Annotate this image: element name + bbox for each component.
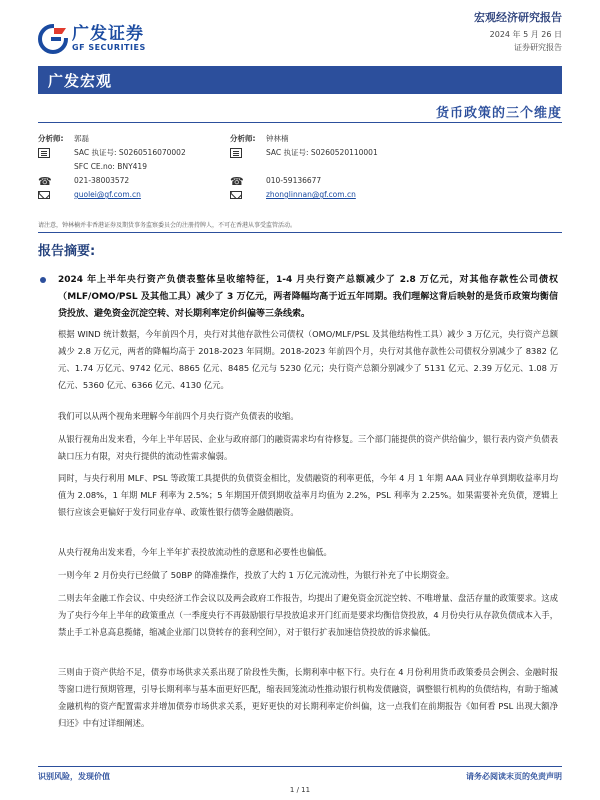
analyst-role: 分析师: [230,134,256,143]
report-title: 货币政策的三个维度 [435,106,562,121]
id-card-icon [38,148,50,158]
footer-disclaimer: 请务必阅读末页的免责声明 [466,772,562,781]
analyst-email-link[interactable]: guolei@gf.com.cn [74,190,141,199]
analyst-note: 请注意，钟林楠并非香港证券及期货事务监察委员会的注册持牌人，不可在香港从事受监管活动。 [38,222,297,229]
footer-divider [38,766,562,767]
body-paragraph-4: 同时，与央行利用 MLF、PSL 等政策工具提供的负债资金相比，发债融资的利率更低，今年 4 月 1 年期 AAA 同业存单到期收益率月均值为 2.08%，1 年期 MLF 利率为 2.5%；5 年期国开债到期收益率月均值为 2.2%，PSL 利率为 2.25%。如果需要补充负债，逻辑上银行应该会更偏好于发行同业存单、政策性银行债等金融债融资。 [58,473,558,517]
report-category: 证券研究报告 [514,43,562,52]
title-divider [38,122,562,123]
body-paragraph-6: 一则今年 2 月份央行已经做了 50BP 的降准操作，投放了大约 1 万亿元流动性，为银行补充了中长期资金。 [58,570,455,580]
analyst-name: 钟林楠 [266,134,289,143]
mail-icon [230,191,242,199]
page-number: 1 / 11 [289,786,311,794]
body-paragraph-3: 从银行视角出发来看，今年上半年居民、企业与政府部门的融资需求均有待修复。三个部门能提供的资产供给偏少，银行表内资产负债表缺口压力有限，对央行提供的流动性需求偏弱。 [58,434,558,461]
header-meta [474,10,562,54]
title-banner [38,66,562,94]
phone-icon: ☎ [38,174,52,188]
analyst-phone: 021-38003572 [74,176,130,185]
body-paragraph-8: 三则由于资产供给不足，债券市场供求关系出现了阶段性失衡，长期利率中枢下行。央行在 4 月份利用货币政策委员会例会、金融时报等窗口进行预期管理，引导长期利率与基本面更好匹配，缩表回笼流动性推动银行机构发债融资，调整银行机构的负债结构，有助于缩减金融机构的资产配置需求并增加债券市场供求关系，更好更快的对长期利率定价纠偏，这一点我们在前期报告《如何看 PSL 出现大额净归还》中有过详细阐述。 [58,667,558,728]
gf-logo-icon [38,24,68,54]
mail-icon [38,191,50,199]
company-logo [38,24,146,54]
analyst-phone: 010-59136677 [266,176,322,185]
analyst-role: 分析师: [38,134,64,143]
report-type: 宏观经济研究报告 [474,11,562,24]
banner-title: 广发宏观 [48,72,113,90]
analyst-divider [38,232,562,233]
analyst-name: 郭磊 [74,134,89,143]
footer-slogan: 识别风险，发现价值 [38,772,110,781]
logo-chinese-name: 广发证券 [72,24,144,44]
analyst-block-1 [38,132,186,202]
body-paragraph-7: 二则去年金融工作会议、中央经济工作会议以及两会政府工作报告，均提出了避免资金沉淀空转、不唯增量、盘活存量的政策要求。这成为了央行今年上半年的政策重点（一季度央行不再鼓励银行早投放追求开门红而是要求均衡信贷投放，4 月份央行从存款负债成本入手，禁止手工补息高息揽储，缩减企业部门以贷转存的套利空间），对于银行扩表加速信贷投放的诉求偏低。 [58,593,558,637]
report-date: 2024 年 5 月 26 日 [489,30,562,39]
summary-paragraph: 2024 年上半年央行资产负债表整体呈收缩特征，1-4 月央行资产总额减少了 2.8 万亿元，对其他存款性公司债权（MLF/OMO/PSL 及其他工具）减少了 3 万亿元，两者降幅均高于近五年同期。我们理解这背后映射的是货币政策均衡信贷投放、避免资金沉淀空转、对长期利率定价纠偏等三条线索。 [58,275,558,319]
logo-english-name: GF SECURITIES [72,43,146,52]
analyst-sac: SAC 执证号: S0260520110001 [266,148,378,157]
analyst-email-link[interactable]: zhonglinnan@gf.com.cn [266,190,356,199]
id-card-icon [230,148,242,158]
section-title: 报告摘要: [38,244,96,259]
body-paragraph-1: 根据 WIND 统计数据，今年前四个月，央行对其他存款性公司债权（OMO/MLF/PSL 及其他结构性工具）减少 3 万亿元，央行资产总额减少 2.8 万亿元，两者的降幅均高于 2018-2023 年同期。2018-2023 年前四个月，央行对其他存款性公司债权分别减少了 8382 亿元、1.74 万亿元、9742 亿元、8865 亿元、8485 亿元与 5230 亿元；央行资产总额分别减少了 5131 亿元、2.39 万亿元、1.08 万亿元、5360 亿元、6366 亿元、4130 亿元。 [58,329,558,390]
bullet-icon [40,277,46,283]
analyst-sac: SAC 执证号: S0260516070002 [74,148,186,157]
body-paragraph-5: 从央行视角出发来看，今年上半年扩表投放流动性的意愿和必要性也偏低。 [58,547,332,557]
analyst-sfc: SFC CE.no: BNY419 [74,162,147,171]
analyst-block-2 [230,132,378,202]
body-paragraph-2: 我们可以从两个视角来理解今年前四个月央行资产负债表的收缩。 [58,411,299,421]
phone-icon: ☎ [230,174,244,188]
